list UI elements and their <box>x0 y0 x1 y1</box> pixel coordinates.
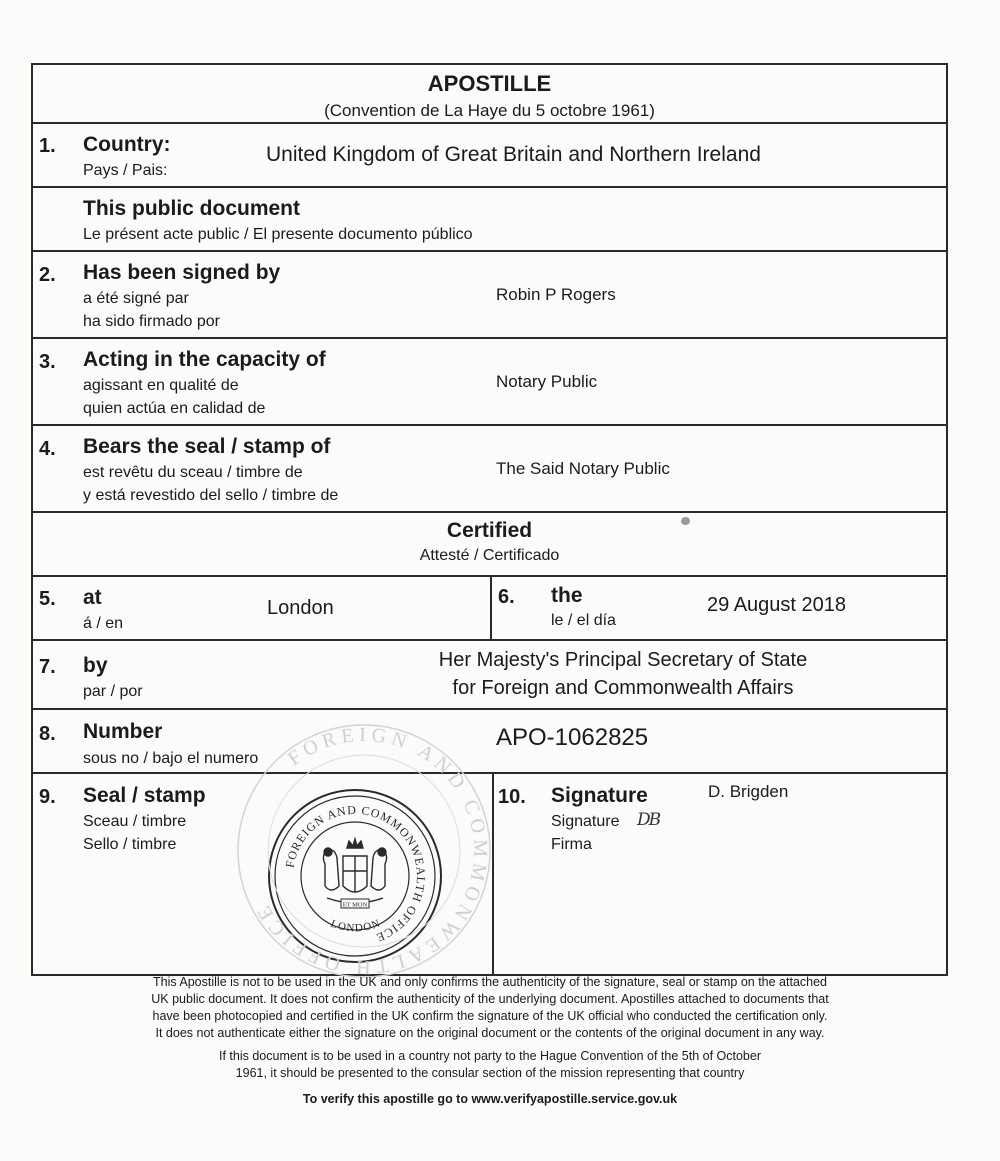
field-number: 7. <box>39 656 56 678</box>
date-value: 29 August 2018 <box>707 594 847 616</box>
date-label: the <box>551 584 583 607</box>
disclaimer-line: UK public document. It does not confirm the authenticity of the underlying document. Apostilles attached to documents that <box>151 992 829 1006</box>
header-row <box>33 65 946 124</box>
disclaimer-line: It does not authenticate either the signature on the original document or the contents of the original document in any way. <box>155 1026 825 1040</box>
disclaimer-paragraph <box>60 974 920 1042</box>
number-label: Number <box>83 720 163 743</box>
signature-label: Signature <box>551 784 648 807</box>
by-value-line2: for Foreign and Commonwealth Affairs <box>452 677 794 699</box>
disclaimer-line: have been photocopied and certified in the UK confirm the signature of the UK official who conducted the certification only. <box>152 1009 828 1023</box>
apostille-number-value: APO-1062825 <box>496 724 649 751</box>
seal-of-sublabel-es: y está revestido del sello / timbre de <box>83 487 339 504</box>
seal-of-label: Bears the seal / stamp of <box>83 435 331 458</box>
field-number: 9. <box>39 786 56 808</box>
at-sublabel: á / en <box>83 615 124 632</box>
hague-note-paragraph <box>60 1048 920 1082</box>
seal-emblem-icon <box>265 786 445 966</box>
certified-label: Certified <box>446 519 533 542</box>
by-sublabel: par / por <box>83 683 143 700</box>
field-number: 1. <box>39 135 56 157</box>
number-row <box>33 710 946 774</box>
by-row <box>33 641 946 710</box>
capacity-value: Notary Public <box>496 372 598 391</box>
hague-note-line: 1961, it should be presented to the consular section of the mission representing that country <box>235 1066 745 1080</box>
place-date-row <box>33 577 946 641</box>
hague-note-line: If this document is to be used in a country not party to the Hague Convention of the 5th of October <box>219 1049 761 1063</box>
public-document-row <box>33 188 946 252</box>
public-document-label: This public document <box>83 197 301 220</box>
seal-motto: ET MON <box>342 901 368 909</box>
seal-of-sublabel-fr: est revêtu du sceau / timbre de <box>83 464 303 481</box>
seal-of-row <box>33 426 946 513</box>
seal-of-value: The Said Notary Public <box>496 459 670 478</box>
verify-link-text: To verify this apostille go to www.verifyapostille.service.gov.uk <box>302 1092 678 1106</box>
capacity-label: Acting in the capacity of <box>83 348 326 371</box>
at-value: London <box>267 597 334 619</box>
field-number: 5. <box>39 588 56 610</box>
country-label: Country: <box>83 133 171 156</box>
signature-sublabel-es: Firma <box>551 836 592 853</box>
seal-stamp-sublabel-fr: Sceau / timbre <box>83 813 187 830</box>
field-number: 8. <box>39 723 56 745</box>
at-label: at <box>83 586 102 609</box>
field-number: 6. <box>498 586 515 608</box>
fco-seal <box>265 786 445 966</box>
country-row <box>33 124 946 188</box>
column-divider <box>490 577 492 639</box>
seal-stamp-sublabel-es: Sello / timbre <box>83 836 177 853</box>
capacity-sublabel-fr: agissant en qualité de <box>83 377 239 394</box>
apostille-form <box>31 63 948 979</box>
faint-stamp-text: FOREIGN AND COMMONWEALTH OFFICE <box>250 723 492 979</box>
field-number: 4. <box>39 438 56 460</box>
document-subtitle: (Convention de La Haye du 5 octobre 1961) <box>324 101 655 120</box>
document-title: APOSTILLE <box>427 71 552 96</box>
capacity-row <box>33 339 946 426</box>
seal-ring-text: FOREIGN AND COMMONWEALTH OFFICE <box>282 802 429 946</box>
disclaimer-line: This Apostille is not to be used in the UK and only confirms the authenticity of the signature, seal or stamp on the attached <box>153 975 827 989</box>
field-number: 3. <box>39 351 56 373</box>
seal-stamp-label: Seal / stamp <box>83 784 206 807</box>
seal-bottom-text: LONDON <box>328 917 383 935</box>
public-document-sublabel: Le présent acte public / El presente documento público <box>83 226 473 243</box>
certified-row <box>33 513 946 577</box>
signed-by-row <box>33 252 946 339</box>
field-number: 10. <box>498 786 526 808</box>
date-sublabel: le / el día <box>551 612 616 629</box>
signer-name: D. Brigden <box>708 782 789 801</box>
certified-sublabel: Attesté / Certificado <box>419 547 560 564</box>
signature-sublabel-fr: Signature <box>551 813 620 830</box>
signed-by-sublabel-fr: a été signé par <box>83 290 189 307</box>
column-divider <box>492 774 494 974</box>
country-value: United Kingdom of Great Britain and Northern Ireland <box>266 143 761 166</box>
signed-by-sublabel-es: ha sido firmado por <box>83 313 220 330</box>
handwritten-initials: DB <box>637 810 660 830</box>
signed-by-value: Robin P Rogers <box>496 285 616 304</box>
capacity-sublabel-es: quien actúa en calidad de <box>83 400 266 417</box>
by-value-line1: Her Majesty's Principal Secretary of State <box>438 649 808 671</box>
number-sublabel: sous no / bajo el numero <box>83 750 259 767</box>
field-number: 2. <box>39 264 56 286</box>
country-sublabel: Pays / Pais: <box>83 162 168 179</box>
signed-by-label: Has been signed by <box>83 261 281 284</box>
by-label: by <box>83 654 108 677</box>
